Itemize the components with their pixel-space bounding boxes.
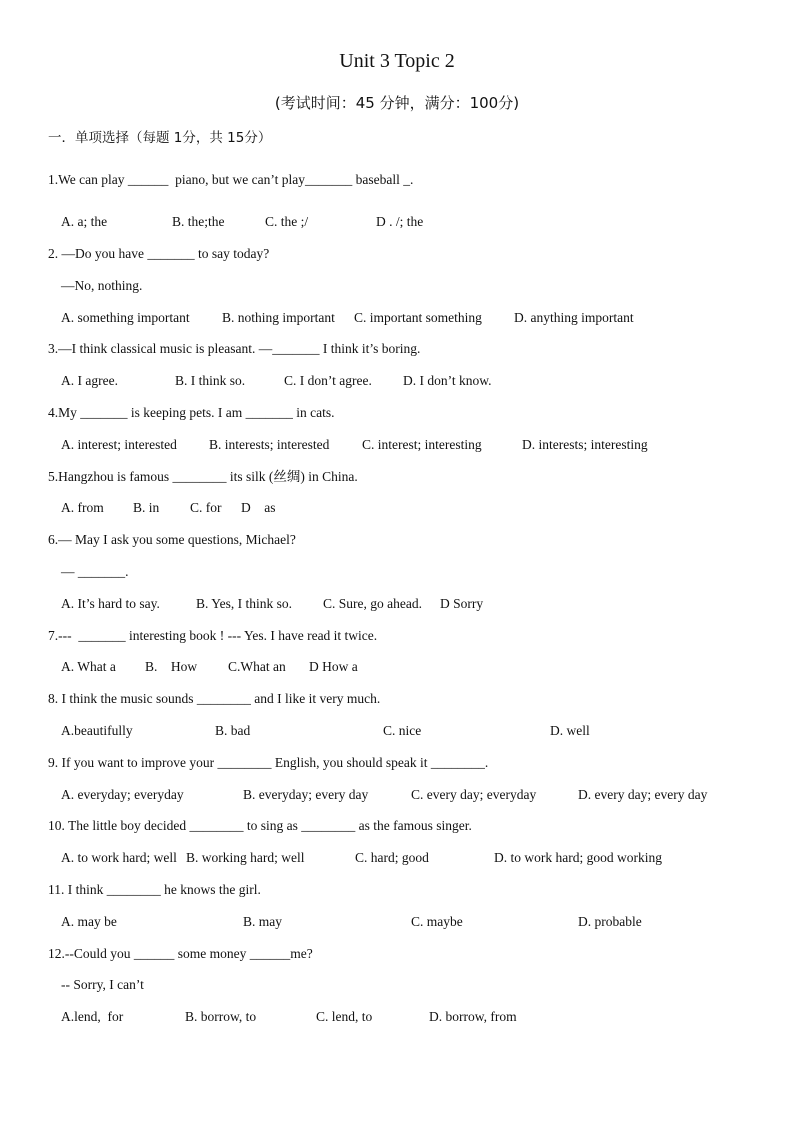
option-d: D. probable <box>578 914 642 929</box>
option-b: B. bad <box>215 723 251 738</box>
question-text: 9. If you want to improve your ________ English, you should speak it ________. <box>48 755 489 770</box>
option-d: D . /; the <box>376 214 424 229</box>
option-a: A. may be <box>61 914 117 929</box>
option-b: B. interests; interested <box>209 437 330 452</box>
option-a: A.beautifully <box>61 723 133 738</box>
option-d: D. borrow, from <box>429 1009 517 1024</box>
option-b: B. I think so. <box>175 373 246 388</box>
option-d: D. anything important <box>514 310 634 325</box>
option-c: C. I don’t agree. <box>284 373 372 388</box>
option-b: B. may <box>243 914 282 929</box>
option-a: A. It’s hard to say. <box>61 596 160 611</box>
option-c: C.What an <box>228 659 286 674</box>
option-a: A. something important <box>61 310 190 325</box>
question-response: — _______. <box>61 564 129 579</box>
option-b: B. Yes, I think so. <box>196 596 293 611</box>
option-d: D. interests; interesting <box>522 437 648 452</box>
question-text: 4.My _______ is keeping pets. I am _______ in cats. <box>48 405 335 420</box>
option-a: A. I agree. <box>61 373 118 388</box>
option-d: D as <box>241 500 276 515</box>
question-response: —No, nothing. <box>61 278 143 293</box>
option-c: C. interest; interesting <box>362 437 482 452</box>
option-d: D. I don’t know. <box>403 373 492 388</box>
exam-info: (考试时间：45 分钟，满分：100分) <box>274 94 520 112</box>
option-a: A. everyday; everyday <box>61 787 184 802</box>
option-c: C. Sure, go ahead. <box>323 596 422 611</box>
option-a: A. from <box>61 500 104 515</box>
option-c: C. the ;/ <box>265 214 309 229</box>
question-text: 12.--Could you ______ some money ______me? <box>48 946 313 961</box>
question-text: 5.Hangzhou is famous ________ its silk (丝绸) in China. <box>48 469 358 484</box>
option-b: B. everyday; every day <box>243 787 369 802</box>
section-heading: 一．单项选择（每题 1分，共 15分） <box>48 130 272 146</box>
question-text: 3.—I think classical music is pleasant. —_______ I think it’s boring. <box>48 341 421 356</box>
option-d: D Sorry <box>440 596 484 611</box>
option-c: C. nice <box>383 723 422 738</box>
question-response: -- Sorry, I can’t <box>61 977 144 992</box>
option-a: A. What a <box>61 659 116 674</box>
option-b: B. borrow, to <box>185 1009 257 1024</box>
question-text: 1.We can play ______ piano, but we can’t play_______ baseball _. <box>48 172 414 187</box>
option-c: C. every day; everyday <box>411 787 537 802</box>
option-a: A. a; the <box>61 214 108 229</box>
question-text: 10. The little boy decided ________ to sing as ________ as the famous singer. <box>48 818 472 833</box>
option-c: C. hard; good <box>355 850 429 865</box>
page-title: Unit 3 Topic 2 <box>339 50 455 72</box>
option-a: A. interest; interested <box>61 437 177 452</box>
option-c: C. maybe <box>411 914 463 929</box>
option-d: D. to work hard; good working <box>494 850 662 865</box>
option-d: D How a <box>309 659 358 674</box>
option-d: D. every day; every day <box>578 787 708 802</box>
option-b: B. How <box>145 659 198 674</box>
question-text: 11. I think ________ he knows the girl. <box>48 882 261 897</box>
option-c: C. lend, to <box>316 1009 373 1024</box>
option-a: A.lend, for <box>61 1009 124 1024</box>
question-text: 2. —Do you have _______ to say today? <box>48 246 270 261</box>
question-text: 7.--- _______ interesting book ! --- Yes. I have read it twice. <box>48 628 378 643</box>
option-c: C. for <box>190 500 222 515</box>
question-text: 8. I think the music sounds ________ and I like it very much. <box>48 691 381 706</box>
option-d: D. well <box>550 723 590 738</box>
option-b: B. working hard; well <box>186 850 305 865</box>
option-b: B. in <box>133 500 160 515</box>
option-c: C. important something <box>354 310 482 325</box>
option-a: A. to work hard; well <box>61 850 177 865</box>
question-text: 6.— May I ask you some questions, Michael? <box>48 532 296 547</box>
option-b: B. the;the <box>172 214 225 229</box>
option-b: B. nothing important <box>222 310 335 325</box>
